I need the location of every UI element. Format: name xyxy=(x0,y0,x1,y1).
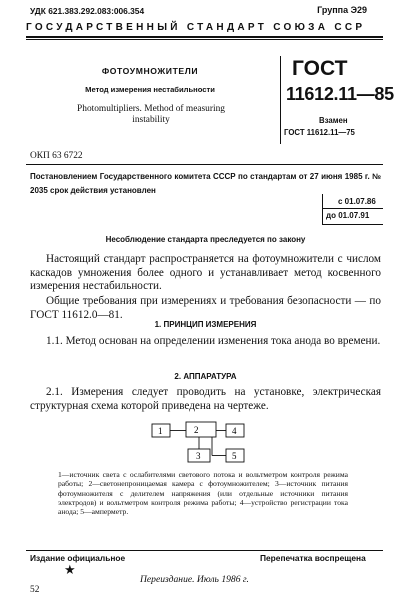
group-code: Группа Э29 xyxy=(317,5,367,15)
valid-to-date: до 01.07.91 xyxy=(326,211,370,220)
udk-code: УДК 621.383.292.083:006.354 xyxy=(30,6,145,16)
gost-number: 11612.11—85 xyxy=(286,84,394,104)
document-subtitle: Метод измерения нестабильности xyxy=(85,85,215,94)
english-title-line1: Photomultipliers. Method of measuring xyxy=(77,104,225,114)
section-rule xyxy=(26,164,383,165)
english-title-line2: instability xyxy=(132,115,170,125)
reissue-note: Переиздание. Июль 1986 г. xyxy=(140,574,249,585)
block-label-5: 5 xyxy=(232,451,237,461)
paragraph-general-requirements: Общие требования при измерениях и требования безопасности — по ГОСТ 11612.0—81. xyxy=(30,295,381,321)
header-rule-thin xyxy=(26,39,383,40)
gost-label: ГОСТ xyxy=(292,57,348,80)
english-title xyxy=(34,104,268,126)
replaces-label: Взамен xyxy=(319,116,348,125)
block-2 xyxy=(186,422,216,437)
document-title: ФОТОУМНОЖИТЕЛИ xyxy=(101,66,199,76)
star-mark: ★ xyxy=(64,562,76,577)
block-diagram xyxy=(150,418,280,468)
section-heading-apparatus: 2. АППАРАТУРА xyxy=(174,372,237,381)
block-label-1: 1 xyxy=(158,426,163,436)
footer-rule xyxy=(26,550,383,551)
diagram-caption: 1—источник света с ослабителями светового потока и вольтметром контроля режима работы; 2—светонепроницаемая камера с фотоумножителем; 3—источник питания фотоумножителя с делителем напряжения (или отдельные источники питания электродов) и вольтметром контроля режима работы; 4—устройство регистрации тока анода; 5—амперметр. xyxy=(58,470,348,517)
paragraph-scope: Настоящий стандарт распространяется на фотоумножители с числом каскадов умножения более одного и устанавливает метод косвенного измерения нестабильности. xyxy=(30,253,381,293)
paragraph-principle: 1.1. Метод основан на определении изменения тока анода во времени. xyxy=(46,335,381,347)
title-divider xyxy=(280,56,281,144)
page-number: 52 xyxy=(30,585,40,595)
block-label-4: 4 xyxy=(232,426,237,436)
okp-code: ОКП 63 6722 xyxy=(30,151,83,161)
header-rule-thick xyxy=(26,36,383,38)
decree-text: Постановлением Государственного комитета СССР по стандартам от 27 июня 1985 г. № 2035 срок действия установлен xyxy=(30,172,381,195)
official-edition-label: Издание официальное xyxy=(30,553,126,563)
replaced-standard: ГОСТ 11612.11—75 xyxy=(284,128,355,137)
paragraph-apparatus: 2.1. Измерения следует проводить на установке, электрическая структурная схема которой приведена на чертеже. xyxy=(30,386,381,412)
block-label-2: 2 xyxy=(194,425,199,435)
date-box-divider xyxy=(322,208,383,209)
section-heading-principle: 1. ПРИНЦИП ИЗМЕРЕНИЯ xyxy=(154,320,257,329)
law-notice: Несоблюдение стандарта преследуется по закону xyxy=(105,235,306,244)
standard-banner: ГОСУДАРСТВЕННЫЙ СТАНДАРТ СОЮЗА ССР xyxy=(26,22,366,33)
block-label-3: 3 xyxy=(196,451,201,461)
reprint-prohibited-label: Перепечатка воспрещена xyxy=(260,553,366,563)
valid-from-date: с 01.07.86 xyxy=(338,197,376,206)
